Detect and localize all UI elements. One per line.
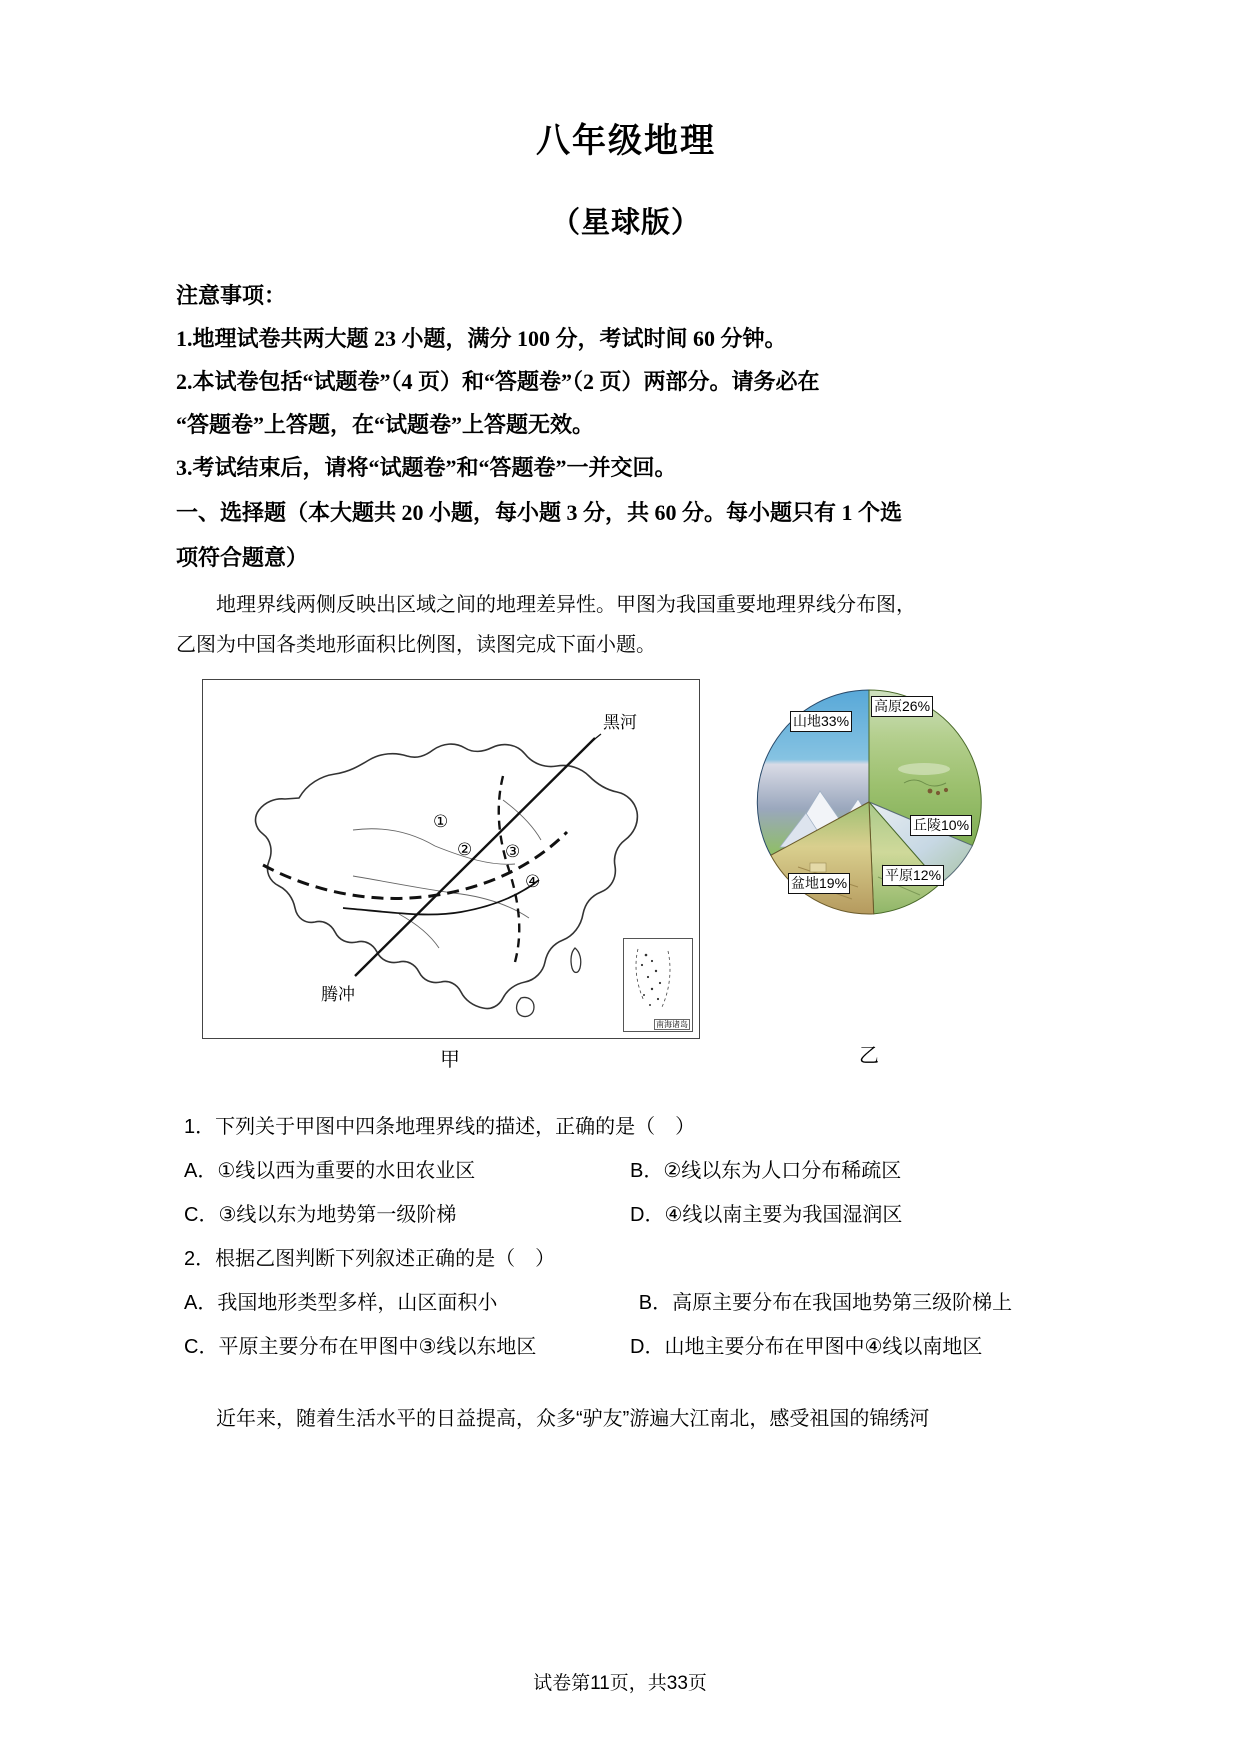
question-1-options-row-2 (176, 1193, 1076, 1237)
notice-heading: 注意事项： (176, 283, 287, 309)
question-1-option-b[interactable]: B．②线以东为人口分布稀疏区 (630, 1160, 902, 1183)
page-subtitle: （星球版） (550, 207, 701, 240)
terrain-pie-figure (754, 687, 1054, 1067)
map-marker-3: ③ (505, 842, 521, 862)
figure-area (176, 679, 1076, 1079)
china-boundary-map (202, 679, 700, 1039)
south-china-sea-inset (623, 938, 693, 1032)
questions-block (176, 1105, 1076, 1439)
notice-item-1: 1.地理试卷共两大题 23 小题，满分 100 分，考试时间 60 分钟。 (176, 326, 787, 352)
question-1-text: 下列关于甲图中四条地理界线的描述，正确的是（ ） (215, 1116, 696, 1139)
question-2-option-c[interactable]: C．平原主要分布在甲图中③线以东地区 (184, 1336, 537, 1359)
inset-label-south-china-sea: 南海诸岛 (656, 1020, 688, 1030)
question-1-option-d[interactable]: D．④线以南主要为我国湿润区 (630, 1204, 903, 1227)
question-2-stem (176, 1237, 1076, 1281)
question-2-options-row-2 (176, 1325, 1076, 1369)
trailing-paragraph: 近年来，随着生活水平的日益提高，众多“驴友”游遍大江南北，感受祖国的锦绣河 (216, 1408, 930, 1431)
map-marker-1: ① (433, 812, 449, 832)
pie-label-plateau: 高原26% (871, 696, 933, 717)
map-label-tengchong: 腾冲 (321, 985, 355, 1005)
question-2-text: 根据乙图判断下列叙述正确的是（ ） (215, 1248, 556, 1271)
map-label-heihe: 黑河 (603, 713, 637, 733)
page-content (176, 0, 1076, 1439)
question-1-option-c[interactable]: C．③线以东为地势第一级阶梯 (184, 1204, 457, 1227)
notice-item-3: 3.考试结束后，请将“试题卷”和“答题卷”一并交回。 (176, 454, 677, 480)
notice-item-2: 2.本试卷包括“试题卷”（4 页）和“答题卷”（2 页）两部分。请务必在 (176, 368, 820, 394)
question-2-option-a[interactable]: A．我国地形类型多样，山区面积小 (184, 1292, 498, 1315)
pie-label-basin: 盆地19% (788, 873, 850, 894)
page-title: 八年级地理 (536, 123, 716, 160)
section-heading-line-2: 项符合题意） (176, 544, 309, 570)
figure-caption-yi: 乙 (859, 1045, 879, 1068)
pie-label-mountain: 山地33% (790, 711, 852, 732)
question-2-option-b[interactable]: B．高原主要分布在我国地势第三级阶梯上 (638, 1292, 1013, 1315)
pie-label-hill: 丘陵10% (910, 815, 972, 836)
figure-caption-jia: 甲 (440, 1049, 460, 1072)
notice-item-2-cont: “答题卷”上答题，在“试题卷”上答题无效。 (176, 411, 595, 437)
question-2-option-d[interactable]: D．山地主要分布在甲图中④线以南地区 (630, 1336, 983, 1359)
question-2-number: 2． (184, 1248, 216, 1271)
section-heading-line-1: 一、选择题（本大题共 20 小题，每小题 3 分，共 60 分。每小题只有 1 个选 (176, 499, 903, 525)
question-1-number: 1． (184, 1116, 216, 1139)
question-1-option-a[interactable]: A．①线以西为重要的水田农业区 (184, 1160, 476, 1183)
question-2-options-row-1 (176, 1281, 1076, 1325)
pie-label-plain: 平原12% (882, 865, 944, 886)
page-footer: 试卷第11页，共33页 (533, 1673, 707, 1694)
map-marker-2: ② (457, 840, 473, 860)
question-1-options-row-1 (176, 1149, 1076, 1193)
intro-paragraph-line-1: 地理界线两侧反映出区域之间的地理差异性。甲图为我国重要地理界线分布图， (216, 594, 916, 617)
question-1-stem (176, 1105, 1076, 1149)
inset-islands-svg (624, 939, 690, 1029)
map-marker-4: ④ (525, 872, 541, 892)
notice-block (176, 275, 1076, 489)
intro-paragraph-line-2: 乙图为中国各类地形面积比例图，读图完成下面小题。 (176, 634, 656, 657)
